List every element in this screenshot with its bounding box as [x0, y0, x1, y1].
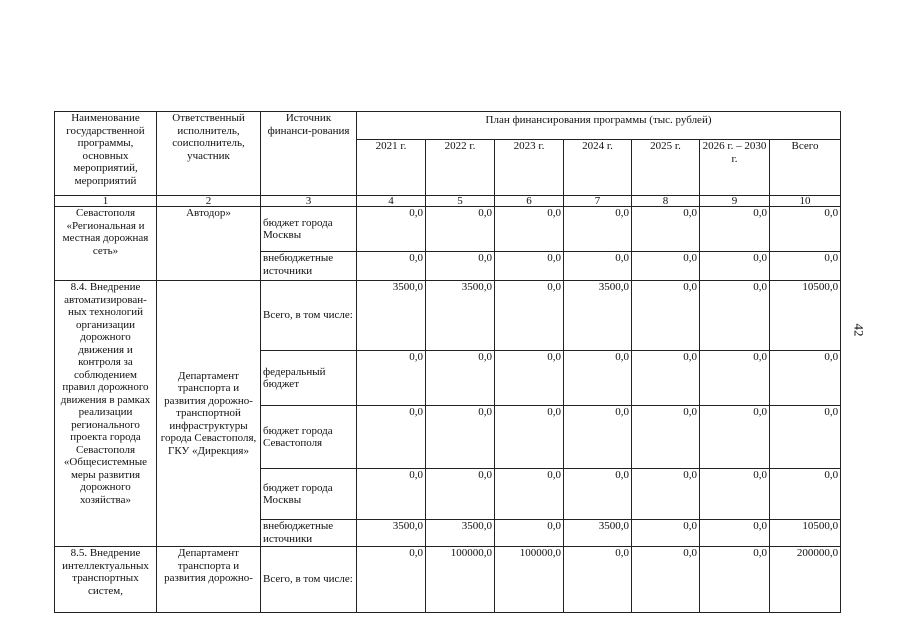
value-cell: 0,0 [632, 406, 700, 469]
value-cell: 0,0 [770, 469, 841, 520]
value-cell: 0,0 [426, 406, 495, 469]
program-name: 8.4. Внедрение автоматизирован-ных технологий организации дорожного движения и контроля за соблюдением правил дорожного движения в рамках реализации регионального проекта города Севастополя «Общесистемные меры развития дорожного хозяйства» [55, 281, 157, 547]
value-cell: 0,0 [357, 207, 426, 252]
funding-source: внебюджетные источники [261, 520, 357, 547]
funding-source: бюджет города Севастополя [261, 406, 357, 469]
funding-source: Всего, в том числе: [261, 547, 357, 613]
value-cell: 0,0 [632, 281, 700, 351]
value-cell: 0,0 [770, 406, 841, 469]
page-number: 42 [851, 323, 867, 337]
value-cell: 0,0 [700, 469, 770, 520]
value-cell: 0,0 [495, 252, 564, 281]
value-cell: 10500,0 [770, 520, 841, 547]
program-executor: Департамент транспорта и развития дорожно- [157, 547, 261, 613]
value-cell: 0,0 [495, 281, 564, 351]
value-cell: 0,0 [632, 520, 700, 547]
value-cell: 0,0 [357, 469, 426, 520]
program-name: 8.5. Внедрение интеллектуальных транспортных систем, [55, 547, 157, 613]
header-source: Источник финанси-рования [261, 112, 357, 196]
funding-source: внебюджетные источники [261, 252, 357, 281]
header-name: Наименование государственной программы, основных мероприятий, мероприятий [55, 112, 157, 196]
value-cell: 0,0 [426, 207, 495, 252]
value-cell: 0,0 [700, 207, 770, 252]
col-number: 4 [357, 196, 426, 207]
value-cell: 0,0 [426, 469, 495, 520]
value-cell: 100000,0 [495, 547, 564, 613]
col-number: 2 [157, 196, 261, 207]
funding-source: федеральный бюджет [261, 351, 357, 406]
col-number: 3 [261, 196, 357, 207]
value-cell: 0,0 [700, 281, 770, 351]
value-cell: 10500,0 [770, 281, 841, 351]
col-number: 1 [55, 196, 157, 207]
col-number: 7 [564, 196, 632, 207]
table-row [55, 207, 841, 252]
funding-source: Всего, в том числе: [261, 281, 357, 351]
header-year: 2025 г. [632, 140, 700, 196]
value-cell: 3500,0 [426, 281, 495, 351]
value-cell: 3500,0 [357, 520, 426, 547]
value-cell: 0,0 [357, 406, 426, 469]
financing-table [54, 111, 841, 613]
table-row [55, 281, 841, 351]
header-plan-title: План финансирования программы (тыс. рублей) [357, 112, 841, 140]
value-cell: 0,0 [632, 252, 700, 281]
value-cell: 0,0 [564, 351, 632, 406]
value-cell: 0,0 [495, 406, 564, 469]
header-year: 2021 г. [357, 140, 426, 196]
col-number: 5 [426, 196, 495, 207]
value-cell: 0,0 [495, 469, 564, 520]
header-year: 2022 г. [426, 140, 495, 196]
program-executor: Департамент транспорта и развития дорожно-транспортной инфраструктуры города Севастополя, ГКУ «Дирекция» [157, 281, 261, 547]
value-cell: 0,0 [564, 469, 632, 520]
value-cell: 0,0 [564, 406, 632, 469]
value-cell: 100000,0 [426, 547, 495, 613]
value-cell: 0,0 [426, 252, 495, 281]
value-cell: 0,0 [564, 252, 632, 281]
header-executor: Ответственный исполнитель, соисполнитель, участник [157, 112, 261, 196]
value-cell: 0,0 [357, 547, 426, 613]
value-cell: 0,0 [700, 520, 770, 547]
header-year: 2024 г. [564, 140, 632, 196]
value-cell: 0,0 [564, 547, 632, 613]
program-name: Севастополя «Региональная и местная дорожная сеть» [55, 207, 157, 281]
value-cell: 0,0 [700, 547, 770, 613]
col-number: 10 [770, 196, 841, 207]
value-cell: 0,0 [632, 469, 700, 520]
value-cell: 0,0 [632, 547, 700, 613]
value-cell: 3500,0 [564, 281, 632, 351]
value-cell: 0,0 [632, 207, 700, 252]
value-cell: 0,0 [770, 252, 841, 281]
value-cell: 3500,0 [357, 281, 426, 351]
value-cell: 0,0 [564, 207, 632, 252]
col-number: 8 [632, 196, 700, 207]
funding-source: бюджет города Москвы [261, 469, 357, 520]
value-cell: 0,0 [700, 252, 770, 281]
header-year: 2023 г. [495, 140, 564, 196]
value-cell: 0,0 [495, 351, 564, 406]
value-cell: 0,0 [700, 406, 770, 469]
value-cell: 0,0 [357, 252, 426, 281]
value-cell: 0,0 [357, 351, 426, 406]
value-cell: 0,0 [495, 520, 564, 547]
value-cell: 3500,0 [564, 520, 632, 547]
value-cell: 0,0 [700, 351, 770, 406]
value-cell: 0,0 [632, 351, 700, 406]
value-cell: 0,0 [495, 207, 564, 252]
value-cell: 3500,0 [426, 520, 495, 547]
program-executor: Автодор» [157, 207, 261, 281]
value-cell: 0,0 [770, 351, 841, 406]
value-cell: 0,0 [426, 351, 495, 406]
header-year: 2026 г. – 2030 г. [700, 140, 770, 196]
value-cell: 200000,0 [770, 547, 841, 613]
value-cell: 0,0 [770, 207, 841, 252]
table-row [55, 547, 841, 613]
header-total: Всего [770, 140, 841, 196]
funding-source: бюджет города Москвы [261, 207, 357, 252]
col-number: 9 [700, 196, 770, 207]
col-number: 6 [495, 196, 564, 207]
